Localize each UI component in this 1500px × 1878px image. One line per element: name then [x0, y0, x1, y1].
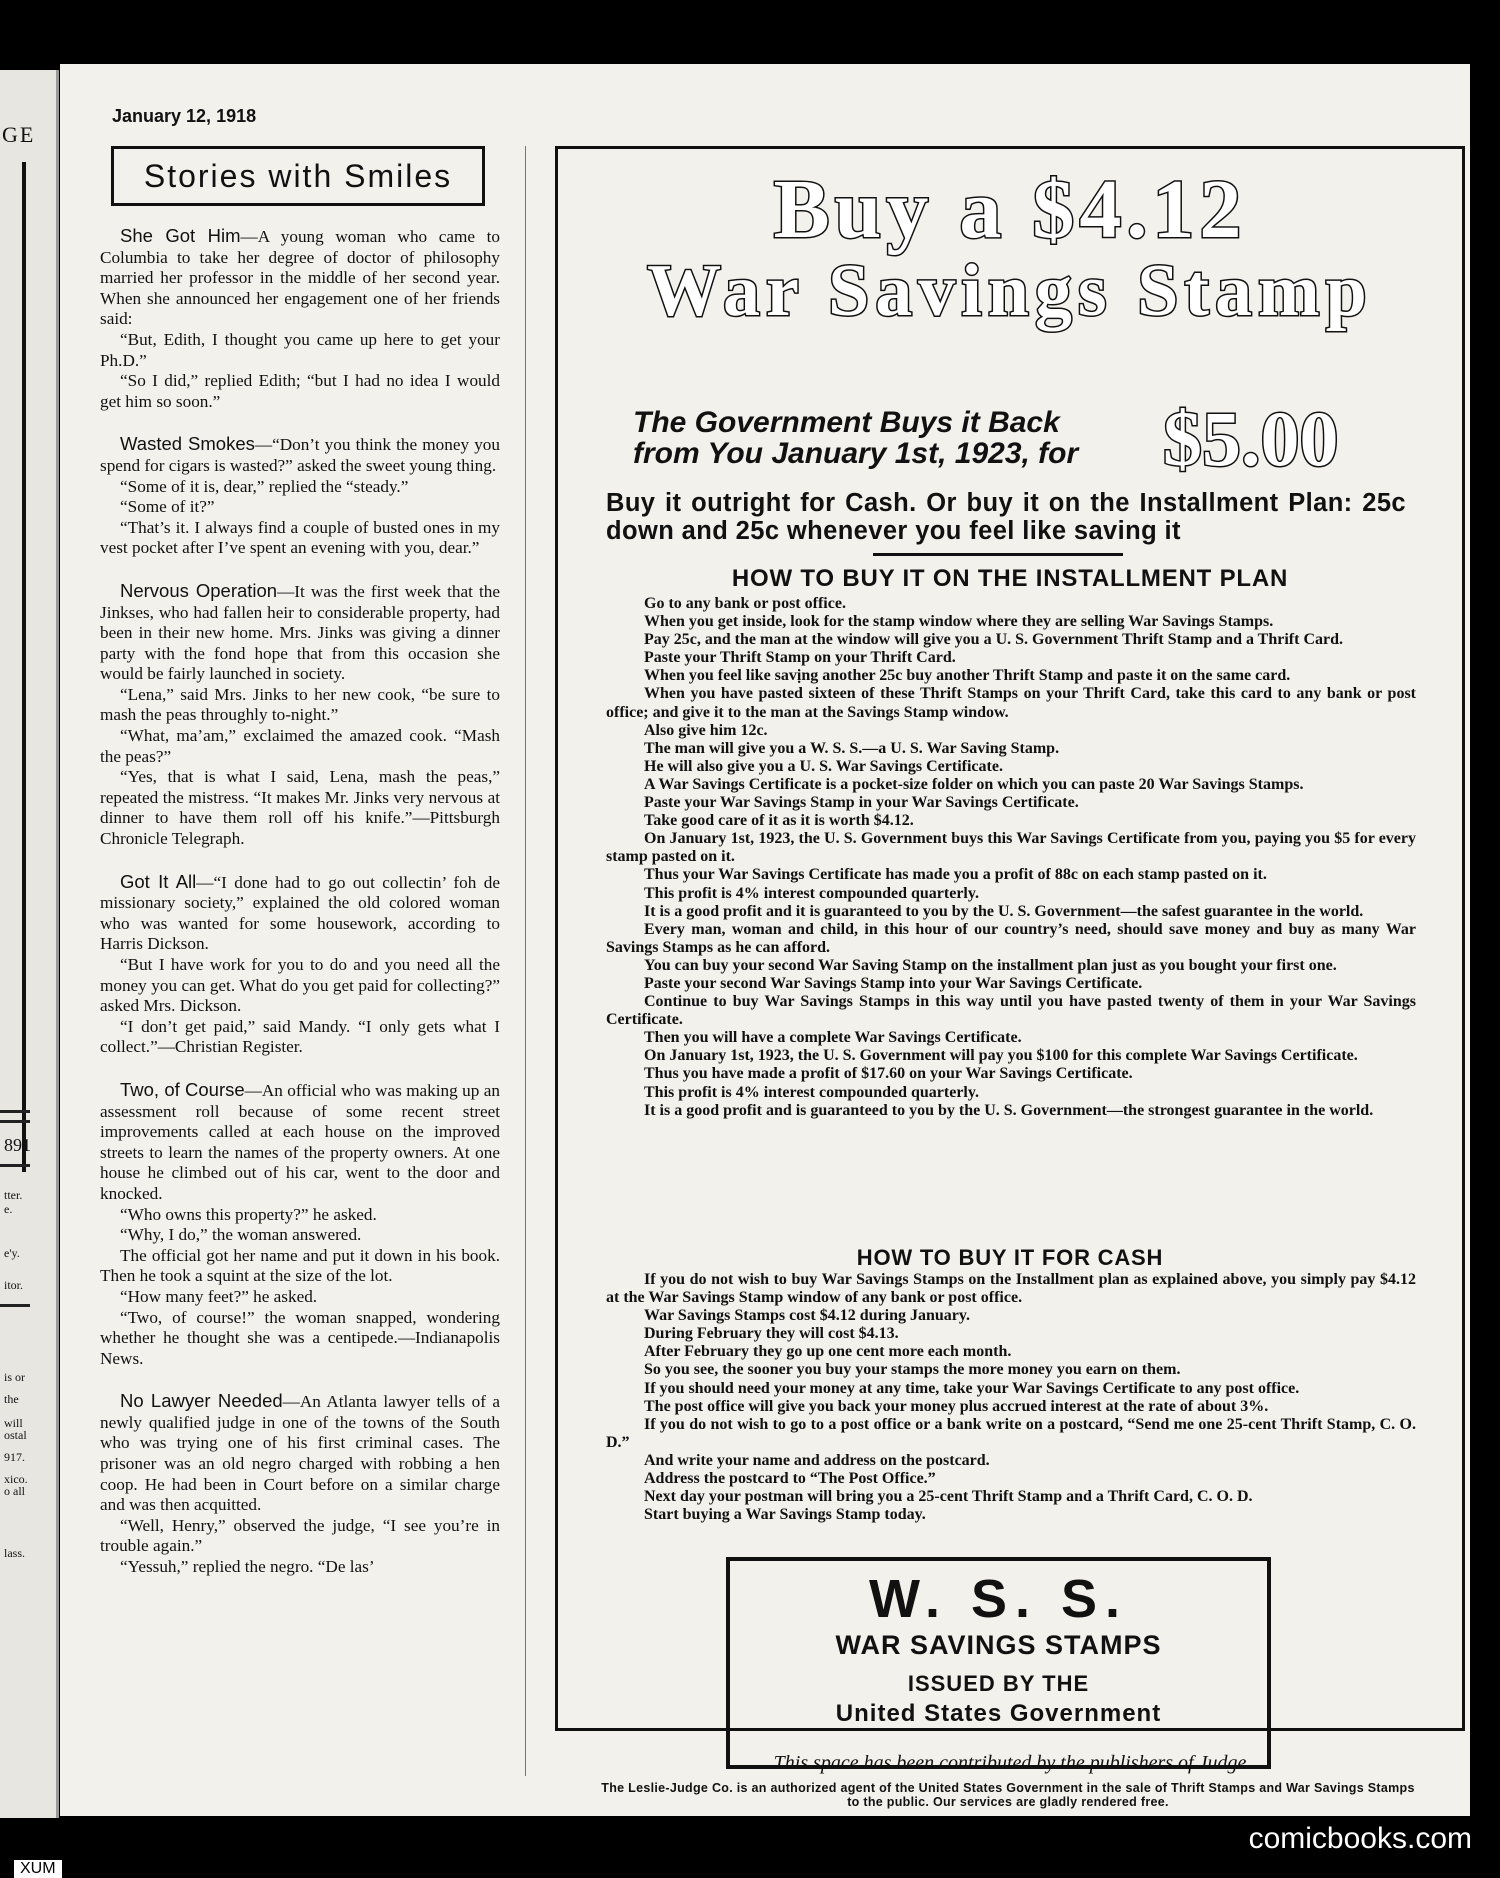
- story-text: “Yes, that is what I said, Lena, mash the peas,” repeated the mistress. “It makes Mr. Jinks very nervous at dinner to have them roll off his knife.”—Pittsburgh Chronicle Telegraph.: [100, 767, 500, 849]
- story-text: —An official who was making up an assessment roll because of some recent street improvements called at each house on the improved streets to learn the names of the property owners. At one house he climbed out of his car, went to the door and knocked.: [100, 1080, 500, 1203]
- story-text: “Who owns this property?” he asked.: [120, 1204, 377, 1224]
- instruction-line: When you have pasted sixteen of these Thrift Stamps on your Thrift Card, take this card to any bank or post office; and give it to the man at the Savings Stamp window.: [606, 685, 1416, 721]
- instruction-line: When you feel like savịng another 25c buy another Thrift Stamp and paste it on the same card.: [644, 667, 1291, 685]
- stories-column: [100, 226, 500, 1600]
- story-paragraph: [100, 1516, 500, 1557]
- page-date: January 12, 1918: [112, 106, 257, 126]
- instruction-line: Paste your second War Savings Stamp into your War Savings Certificate.: [644, 974, 1143, 992]
- ad-divider: [873, 553, 1123, 556]
- story-text: “Some of it is, dear,” replied the “steady.”: [120, 476, 409, 496]
- story-text: “So I did,” replied Edith; “but I had no idea I would get him so soon.”: [100, 371, 500, 411]
- edge-rule: [0, 1304, 30, 1307]
- buyback-line-2: from You January 1st, 1923, for: [633, 437, 1079, 470]
- instruction-line: It is a good profit and it is guaranteed to you by the U. S. Government—the safest guarantee in the world.: [644, 902, 1364, 920]
- story: [100, 434, 500, 559]
- instruction-line: The man will give you a W. S. S.—a U. S. War Saving Stamp.: [644, 739, 1060, 757]
- wss-issued-by: ISSUED BY THE: [907, 1671, 1090, 1696]
- edge-fragment: 917.: [4, 1450, 25, 1464]
- story-heading: Two, of Course: [120, 1078, 245, 1100]
- ad-government-buyback: [633, 407, 1133, 469]
- story-text: —A young woman who came to Columbia to take her degree of doctor of philosophy married her professor in the middle of her second year. When she announced her engagement one of her friends said:: [100, 227, 500, 329]
- story-paragraph: [100, 1246, 500, 1287]
- story-paragraph: [100, 685, 500, 726]
- instruction-line: After February they go up one cent more each month.: [644, 1343, 1012, 1361]
- edge-fragment: lass.: [4, 1546, 25, 1560]
- edge-fragment: o all: [4, 1484, 25, 1498]
- edge-fragment: e'y.: [4, 1246, 20, 1260]
- edge-fragment: ostal: [4, 1428, 27, 1442]
- story-text: —“I done had to go out collectin’ foh de missionary society,” explained the old colored woman who was wanted for some housework, according to Harris Dickson.: [100, 872, 500, 954]
- ad-buyback-price: $5.00: [1163, 395, 1339, 482]
- story-paragraph: [100, 726, 500, 767]
- edge-header-fragment: GE: [2, 122, 36, 147]
- story-paragraph: [100, 497, 500, 518]
- edge-rule: [22, 162, 26, 1172]
- story-paragraph: [100, 581, 500, 685]
- instruction-line: Start buying a War Savings Stamp today.: [644, 1506, 926, 1524]
- contributed-note: This space has been contributed by the publishers of Judge: [773, 1752, 1247, 1774]
- edge-rule: [0, 1164, 30, 1167]
- edge-fragment: e.: [4, 1202, 13, 1216]
- instruction-line: Thus you have made a profit of $17.60 on your War Savings Certificate.: [644, 1065, 1133, 1083]
- stories-title: Stories with Smiles: [143, 157, 453, 194]
- corner-tag: XUM: [14, 1860, 62, 1878]
- story-paragraph: [100, 371, 500, 412]
- edge-fragment: the: [4, 1392, 19, 1406]
- story: [100, 226, 500, 412]
- edge-rule: [0, 1120, 30, 1123]
- instruction-line: If you should need your money at any time, take your War Savings Certificate to any post office.: [644, 1379, 1300, 1397]
- story-paragraph: [100, 434, 500, 476]
- story-text: —“Don’t you think the money you spend for cigars is wasted?” asked the sweet young thing.: [100, 435, 500, 475]
- ad-headline-price: Buy a $4.12: [773, 163, 1247, 256]
- edge-fragment: tter.: [4, 1188, 23, 1202]
- instruction-line: So you see, the sooner you buy your stamps the more money you earn on them.: [644, 1361, 1181, 1379]
- buyback-line-1: The Government Buys it Back: [633, 406, 1060, 439]
- wss-subtitle: WAR SAVINGS STAMPS: [835, 1630, 1162, 1660]
- story-heading: No Lawyer Needed: [120, 1390, 283, 1412]
- story-text: “That’s it. I always find a couple of busted ones in my vest pocket after I’ve spent an evening with you, dear.”: [100, 517, 500, 558]
- ad-headline-stamp: War Savings Stamp: [647, 250, 1373, 332]
- story-paragraph: [100, 1287, 500, 1308]
- story-paragraph: [100, 1017, 500, 1058]
- edge-fragment: is or: [4, 1370, 25, 1384]
- story-paragraph: [100, 1080, 500, 1205]
- left-page-edge: [0, 70, 59, 1818]
- story-heading: She Got Him: [120, 225, 241, 246]
- edge-fragment: will: [4, 1416, 23, 1430]
- story-paragraph: [100, 872, 500, 955]
- story-paragraph: [100, 955, 500, 1017]
- story-heading: Nervous Operation: [120, 579, 278, 601]
- instruction-line: On January 1st, 1923, the U. S. Government buys this War Savings Certificate from you, paying you $5 for every stamp pasted on it.: [606, 830, 1416, 866]
- story-paragraph: [100, 1557, 500, 1578]
- story-paragraph: [100, 1225, 500, 1246]
- story: [100, 1080, 500, 1369]
- story-text: “Two, of course!” the woman snapped, wondering whether he thought she was a centipede.—Indianapolis News.: [100, 1307, 500, 1368]
- edge-fragment: 891: [4, 1135, 31, 1155]
- wss-issuer: United States Government: [835, 1700, 1162, 1727]
- installment-heading: HOW TO BUY IT ON THE INSTALLMENT PLAN: [731, 565, 1289, 592]
- instruction-line: Every man, woman and child, in this hour of our country’s need, should save money and buy as many War Savings Stamps as he can afford.: [606, 920, 1416, 956]
- story-text: “Some of it?”: [120, 497, 215, 517]
- story-text: “But, Edith, I thought you came up here to get your Ph.D.”: [100, 329, 500, 370]
- instruction-line: This profit is 4% interest compounded quarterly.: [644, 1083, 979, 1101]
- story-heading: Got It All: [120, 870, 197, 892]
- story-paragraph: [100, 226, 500, 330]
- story-text: “Well, Henry,” observed the judge, “I see you’re in trouble again.”: [100, 1515, 500, 1556]
- column-divider: [525, 146, 526, 1776]
- story-text: “Why, I do,” the woman answered.: [120, 1225, 362, 1245]
- site-watermark: comicbooks.com: [1248, 1822, 1472, 1855]
- instruction-line: Address the postcard to “The Post Office.”: [644, 1470, 936, 1488]
- instruction-line: Paste your War Savings Stamp in your War Savings Certificate.: [644, 794, 1079, 812]
- agent-notice: The Leslie-Judge Co. is an authorized agent of the United States Government in the sale of Thrift Stamps and War Savings Stamps to the public. Our services are gladly rendered free.: [601, 1781, 1415, 1809]
- cash-heading: HOW TO BUY IT FOR CASH: [856, 1245, 1164, 1270]
- instruction-line: Continue to buy War Savings Stamps in this way until you have pasted twenty of them in your War Savings Certificate.: [606, 993, 1416, 1029]
- edge-fragment: itor.: [4, 1278, 24, 1292]
- story-paragraph: [100, 330, 500, 371]
- instruction-line: It is a good profit and is guaranteed to you by the U. S. Government—the strongest guarantee in the world.: [644, 1101, 1374, 1119]
- story-paragraph: [100, 1391, 500, 1516]
- story-text: —It was the first week that the Jinkses, who had fallen heir to considerable property, had been in their new home. Mrs. Jinks was giving a dinner party with the fond hope that from this occasion she would be fairly launched in society.: [100, 581, 500, 684]
- stories-title-box: [111, 146, 485, 206]
- instruction-line: Thus your War Savings Certificate has made you a profit of 88c on each stamp pasted on it.: [644, 866, 1267, 884]
- instruction-line: Pay 25c, and the man at the window will give you a U. S. Government Thrift Stamp and a Thrift Card.: [644, 631, 1343, 649]
- instruction-line: A War Savings Certificate is a pocket-size folder on which you can paste 20 War Savings Stamps.: [644, 775, 1304, 793]
- story: [100, 581, 500, 850]
- instruction-line: When you get inside, look for the stamp window where they are selling War Savings Stamps.: [644, 613, 1274, 631]
- instruction-line: War Savings Stamps cost $4.12 during January.: [644, 1307, 970, 1325]
- instruction-line: Paste your Thrift Stamp on your Thrift Card.: [644, 649, 956, 667]
- story-paragraph: [100, 477, 500, 498]
- story: [100, 872, 500, 1058]
- instruction-line: This profit is 4% interest compounded quarterly.: [644, 884, 979, 902]
- instruction-line: The post office will give you back your money plus accrued interest at the rate of about 3%.: [644, 1397, 1269, 1415]
- story-text: The official got her name and put it down in his book. Then he took a squint at the size of the lot.: [100, 1245, 500, 1286]
- story-heading: Wasted Smokes: [120, 433, 255, 455]
- story-text: —An Atlanta lawyer tells of a newly qualified judge in one of the towns of the South who was trying one of his first criminal cases. The prisoner was an old negro charged with robbing a hen coop. He had been in Court before on a similar charge and was then acquitted.: [100, 1392, 501, 1515]
- story-paragraph: [100, 767, 500, 849]
- instruction-line: He will also give you a U. S. War Savings Certificate.: [644, 757, 1003, 775]
- story-paragraph: [100, 518, 500, 559]
- story-text: “Lena,” said Mrs. Jinks to her new cook, “be sure to mash the peas throughly to-night.”: [100, 684, 500, 725]
- instruction-line: Also give him 12c.: [644, 721, 768, 739]
- instruction-line: Then you will have a complete War Savings Certificate.: [644, 1029, 1022, 1047]
- instruction-line: You can buy your second War Saving Stamp on the installment plan just as you bought your first one.: [644, 956, 1337, 974]
- wss-box: [726, 1557, 1271, 1769]
- story-text: “Yessuh,” replied the negro. “De las’: [120, 1557, 375, 1577]
- installment-instructions: [606, 595, 1416, 1120]
- magazine-page: [60, 64, 1470, 1816]
- instruction-line: If you do not wish to go to a post office or a bank write on a postcard, “Send me one 25-cent Thrift Stamp, C. O. D.”: [606, 1415, 1416, 1451]
- story: [100, 1391, 500, 1577]
- story-text: “I don’t get paid,” said Mandy. “I only gets what I collect.”—Christian Register.: [100, 1016, 500, 1057]
- instruction-line: Go to any bank or post office.: [644, 595, 846, 612]
- instruction-line: On January 1st, 1923, the U. S. Government will pay you $100 for this complete War Savings Certificate.: [644, 1047, 1358, 1065]
- instruction-line: Take good care of it as it is worth $4.12.: [644, 812, 914, 830]
- wss-title: W. S. S.: [868, 1569, 1129, 1629]
- instruction-line: During February they will cost $4.13.: [644, 1325, 899, 1343]
- story-text: “How many feet?” he asked.: [120, 1286, 318, 1306]
- story-text: “But I have work for you to do and you need all the money you can get. What do you get paid for collecting?” asked Mrs. Dickson.: [100, 955, 500, 1016]
- edge-fragment: xico.: [4, 1472, 28, 1486]
- edge-rule: [0, 1110, 30, 1113]
- ad-buy-options: Buy it outright for Cash. Or buy it on the Installment Plan: 25c down and 25c whenever you feel like saving it: [606, 489, 1406, 545]
- instruction-line: If you do not wish to buy War Savings Stamps on the Installment plan as explained above, you simply pay $4.12 at the War Savings Stamp window of any bank or post office.: [606, 1271, 1416, 1307]
- story-paragraph: [100, 1205, 500, 1226]
- cash-instructions: [606, 1271, 1416, 1524]
- instruction-line: Next day your postman will bring you a 25-cent Thrift Stamp and a Thrift Card, C. O. D.: [644, 1488, 1253, 1506]
- instruction-line: And write your name and address on the postcard.: [644, 1451, 990, 1469]
- story-paragraph: [100, 1308, 500, 1370]
- story-text: “What, ma’am,” exclaimed the amazed cook. “Mash the peas?”: [100, 726, 500, 766]
